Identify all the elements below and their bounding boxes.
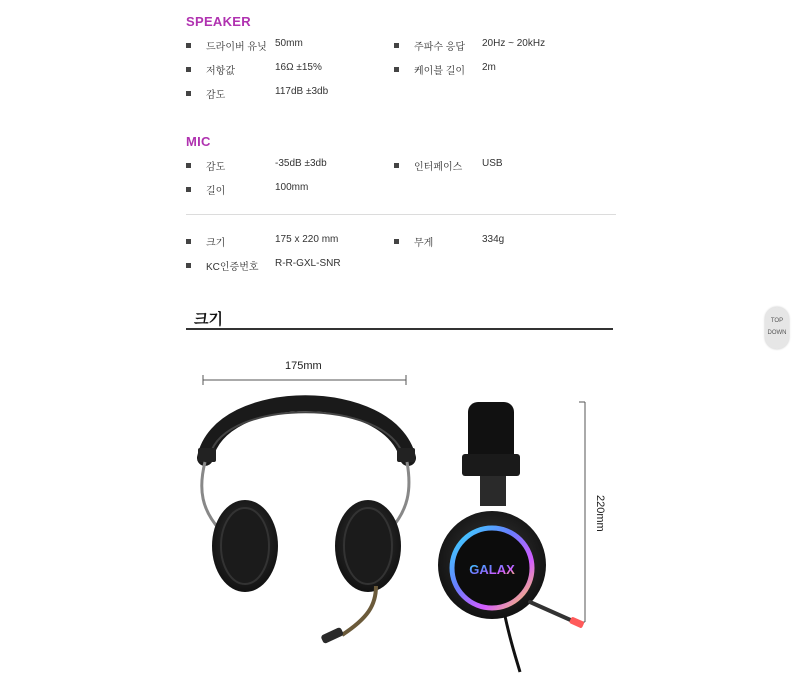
spec-row — [186, 158, 616, 174]
spec-label: 케이블 길이 — [414, 66, 466, 77]
bullet-icon — [394, 239, 399, 244]
spec-value: 2m — [482, 62, 496, 73]
headset-illustration — [180, 350, 620, 690]
spec-row — [186, 234, 616, 250]
size-heading-rule — [186, 328, 613, 330]
height-dimension-line — [579, 402, 585, 622]
spec-value: R-R-GXL-SNR — [275, 258, 341, 269]
width-dimension-label: 175mm — [285, 360, 322, 372]
bullet-icon — [186, 67, 191, 72]
bullet-icon — [186, 187, 191, 192]
headset-front-view — [198, 403, 415, 644]
spec-label: 감도 — [206, 90, 226, 101]
mic-section-title: MIC — [186, 134, 211, 149]
bullet-icon — [394, 67, 399, 72]
spec-value: 334g — [482, 234, 505, 245]
spec-label: 주파수 응답 — [414, 42, 466, 53]
scroll-down-button[interactable]: DOWN — [767, 330, 787, 336]
spec-label: 길이 — [206, 186, 226, 197]
spec-label: 감도 — [206, 162, 226, 173]
bullet-icon — [186, 43, 191, 48]
spec-label: 인터페이스 — [414, 162, 463, 173]
spec-row — [186, 182, 616, 198]
size-section-heading: 크기 — [194, 311, 223, 328]
spec-row — [186, 62, 616, 78]
spec-value: 50mm — [275, 38, 303, 49]
scroll-nav[interactable] — [765, 307, 789, 349]
speaker-section-title: SPEAKER — [186, 14, 251, 29]
spec-value: 20Hz ~ 20kHz — [482, 38, 546, 49]
spec-label: 무게 — [414, 238, 434, 249]
spec-label: 크기 — [206, 238, 226, 249]
spec-label: 저항값 — [206, 66, 235, 77]
headset-side-view — [438, 402, 585, 672]
bullet-icon — [394, 163, 399, 168]
spec-row — [186, 86, 616, 102]
height-dimension-label: 220mm — [594, 495, 606, 532]
spec-value: 175 x 220 mm — [275, 234, 339, 245]
spec-row — [186, 38, 616, 54]
spec-value: USB — [482, 158, 503, 169]
spec-label: KC인증번호 — [206, 262, 259, 273]
spec-row — [186, 258, 616, 274]
spec-value: 100mm — [275, 182, 309, 193]
spec-value: 16Ω ±15% — [275, 62, 322, 73]
bullet-icon — [394, 43, 399, 48]
bullet-icon — [186, 163, 191, 168]
spec-label: 드라이버 유닛 — [206, 42, 267, 53]
galax-logo: GALAX — [469, 562, 515, 577]
bullet-icon — [186, 263, 191, 268]
section-divider — [186, 214, 616, 215]
scroll-top-button[interactable]: TOP — [770, 318, 784, 324]
spec-value: -35dB ±3db — [275, 158, 327, 169]
bullet-icon — [186, 91, 191, 96]
bullet-icon — [186, 239, 191, 244]
width-dimension-line — [203, 375, 406, 385]
spec-value: 117dB ±3db — [275, 86, 329, 97]
